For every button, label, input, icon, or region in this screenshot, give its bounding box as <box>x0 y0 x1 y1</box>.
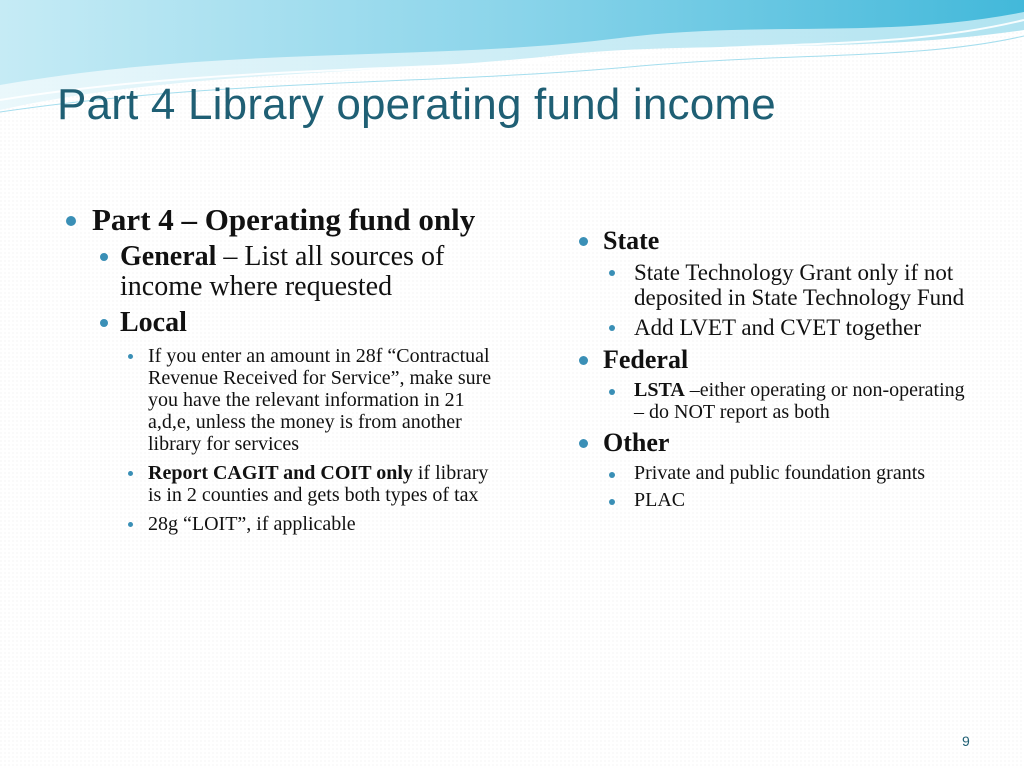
slide-title: Part 4 Library operating fund income <box>57 80 776 129</box>
other-item-plac: PLAC <box>603 489 970 511</box>
lsta-label: LSTA <box>634 379 685 401</box>
other-item-foundation-grants: Private and public foundation grants <box>603 462 970 484</box>
general-text: – List all sources of income where requested <box>120 241 445 302</box>
federal-label: Federal <box>603 345 689 374</box>
lsta-text: –either operating or non-operating – do NOT report as both <box>634 379 965 423</box>
state-item <box>575 227 970 340</box>
federal-item-lsta <box>603 379 970 423</box>
operating-fund-heading <box>62 204 502 535</box>
left-bullet-list <box>62 204 502 535</box>
local-item <box>92 308 502 535</box>
page-number: 9 <box>962 733 970 749</box>
local-label: Local <box>120 307 187 338</box>
state-sublist <box>603 260 970 340</box>
state-item-technology-grant: State Technology Grant only if not deposited in State Technology Fund <box>603 260 970 310</box>
local-item-28f: If you enter an amount in 28f “Contractual Revenue Received for Service”, make sure you have the relevant information in 21 a,d,e, unless the money is from another library for services <box>120 345 502 455</box>
federal-sublist <box>603 379 970 423</box>
other-item <box>575 429 970 511</box>
report-cagit-coit-label: Report CAGIT and COIT only <box>148 462 413 484</box>
local-item-cagit-coit <box>120 462 502 506</box>
other-label: Other <box>603 428 670 457</box>
report-cagit-coit-text: if library is in 2 counties and gets both types of tax <box>148 462 489 506</box>
other-sublist <box>603 462 970 511</box>
right-column <box>575 227 970 511</box>
right-bullet-list <box>575 227 970 511</box>
state-label: State <box>603 226 660 255</box>
local-item-28g: 28g “LOIT”, if applicable <box>120 513 502 535</box>
operating-fund-heading-text: Part 4 – Operating fund only <box>92 202 476 237</box>
left-column <box>62 204 502 535</box>
state-item-lvet-cvet: Add LVET and CVET together <box>603 315 970 340</box>
general-item <box>92 242 502 302</box>
federal-item <box>575 346 970 423</box>
general-label: General <box>120 241 217 272</box>
operating-fund-sublist <box>92 242 502 535</box>
local-sublist <box>120 345 502 535</box>
